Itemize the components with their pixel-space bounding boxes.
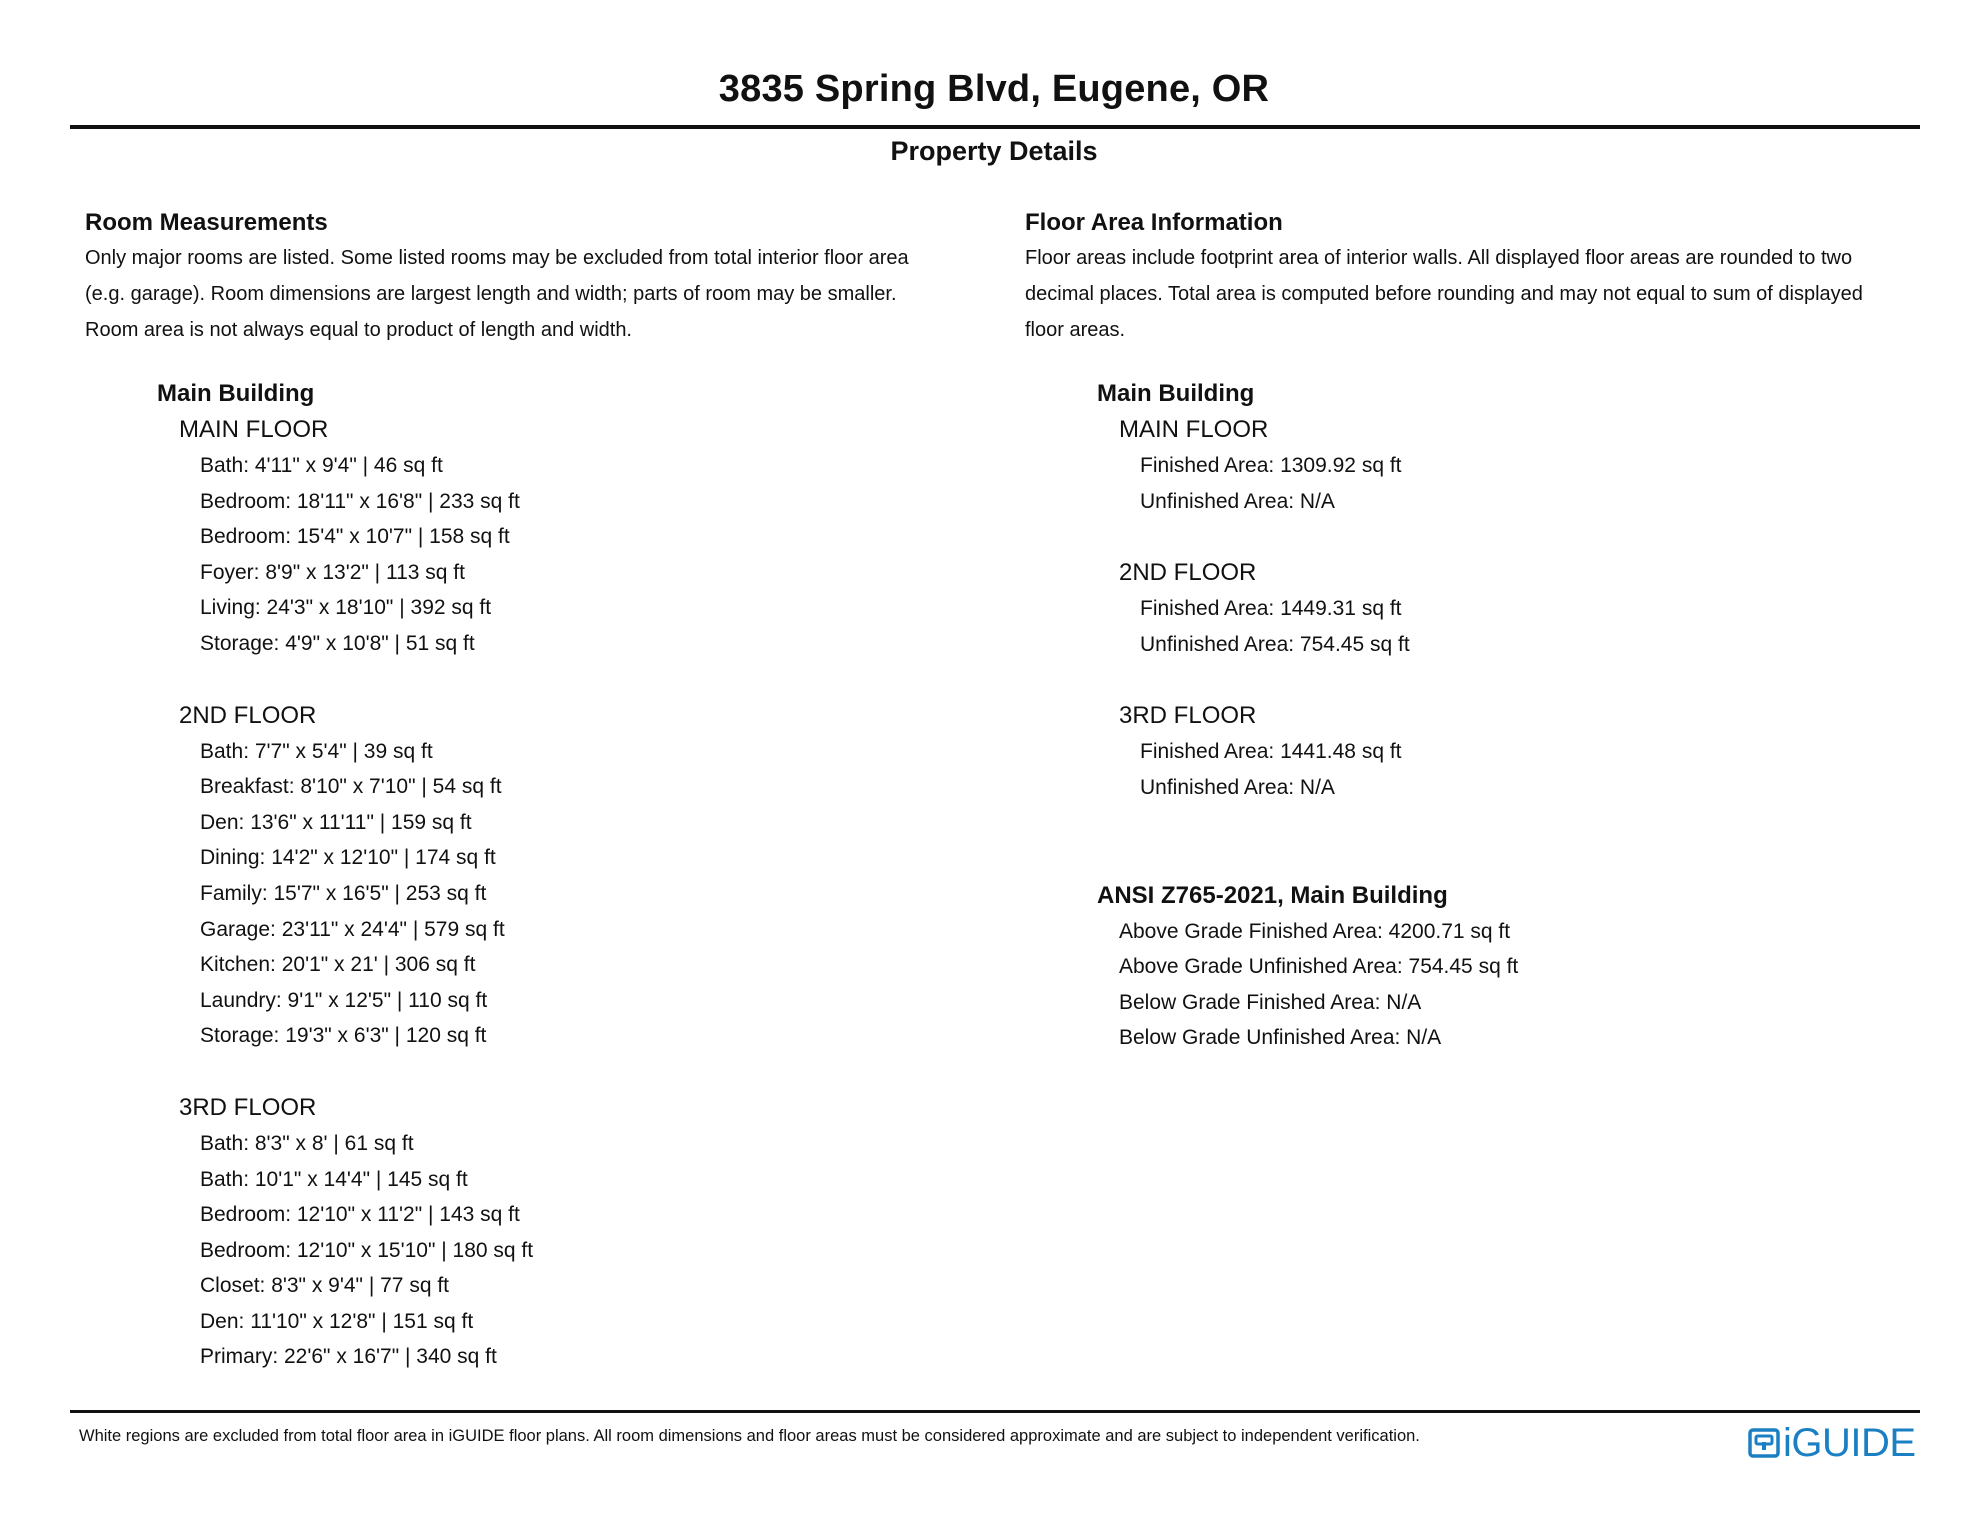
footer-disclaimer: White regions are excluded from total floor area in iGUIDE floor plans. All room dimensions and floor areas must be considered approximate and are subject to independent verification.	[79, 1427, 1420, 1445]
room-row: Storage: 19'3" x 6'3" | 120 sq ft	[200, 1024, 487, 1048]
area-row: Unfinished Area: 754.45 sq ft	[1140, 632, 1410, 656]
room-row: Foyer: 8'9" x 13'2" | 113 sq ft	[200, 560, 465, 584]
floor-area-group-main	[1119, 412, 1975, 519]
floor-name: 3RD FLOOR	[1119, 702, 1257, 730]
area-row: Finished Area: 1309.92 sq ft	[1140, 454, 1402, 477]
page-subtitle: Property Details	[890, 136, 1098, 166]
iguide-logo-icon	[1748, 1427, 1780, 1459]
room-row: Bedroom: 12'10" x 15'10" | 180 sq ft	[200, 1238, 534, 1262]
area-row: Finished Area: 1449.31 sq ft	[1140, 597, 1402, 621]
room-row: Primary: 22'6" x 16'7" | 340 sq ft	[200, 1345, 497, 1369]
room-row: Laundry: 9'1" x 12'5" | 110 sq ft	[200, 988, 488, 1012]
room-row: Family: 15'7" x 16'5" | 253 sq ft	[200, 881, 487, 905]
room-row: Kitchen: 20'1" x 21' | 306 sq ft	[200, 953, 476, 977]
floor-group-3rd	[179, 1090, 1035, 1375]
floor-area-group-2nd	[1119, 555, 1975, 662]
building-title: Main Building	[1097, 380, 1255, 407]
floor-name: MAIN FLOOR	[1119, 416, 1269, 443]
room-measurements-heading: Room Measurements	[85, 209, 328, 236]
area-row: Unfinished Area: N/A	[1140, 489, 1335, 513]
room-row: Dining: 14'2" x 12'10" | 174 sq ft	[200, 846, 496, 870]
floor-area-description-line: floor areas.	[1025, 319, 1126, 341]
room-row: Living: 24'3" x 18'10" | 392 sq ft	[200, 596, 492, 620]
room-row: Garage: 23'11" x 24'4" | 579 sq ft	[200, 917, 505, 941]
area-row: Finished Area: 1441.48 sq ft	[1140, 740, 1402, 764]
ansi-heading: ANSI Z765-2021, Main Building	[1097, 881, 1448, 909]
area-row: Unfinished Area: N/A	[1140, 775, 1335, 799]
header-divider	[70, 125, 1920, 129]
ansi-row: Below Grade Unfinished Area: N/A	[1119, 1026, 1442, 1050]
room-row: Bath: 8'3" x 8' | 61 sq ft	[200, 1131, 414, 1155]
floor-group-2nd	[179, 698, 1035, 1054]
floor-group-main	[179, 412, 1035, 662]
room-row: Den: 13'6" x 11'11" | 159 sq ft	[200, 810, 472, 834]
room-row: Den: 11'10" x 12'8" | 151 sq ft	[200, 1309, 474, 1333]
iguide-logo-text: iGUIDE	[1783, 1421, 1916, 1465]
floor-name: 2ND FLOOR	[1119, 559, 1257, 587]
room-measurements-description-line: Room area is not always equal to product of length and width.	[85, 319, 632, 341]
room-row: Bedroom: 12'10" x 11'2" | 143 sq ft	[200, 1203, 520, 1227]
floor-area-description-line: decimal places. Total area is computed before rounding and may not equal to sum of displayed	[1025, 283, 1863, 305]
floor-name: MAIN FLOOR	[179, 416, 329, 443]
ansi-row: Above Grade Unfinished Area: 754.45 sq ft	[1119, 955, 1519, 979]
room-row: Storage: 4'9" x 10'8" | 51 sq ft	[200, 631, 475, 655]
room-row: Bath: 7'7" x 5'4" | 39 sq ft	[200, 739, 433, 763]
room-row: Bath: 4'11" x 9'4" | 46 sq ft	[200, 454, 443, 477]
room-row: Bedroom: 18'11" x 16'8" | 233 sq ft	[200, 489, 520, 513]
room-measurements-description-line: (e.g. garage). Room dimensions are largest length and width; parts of room may be smaller.	[85, 283, 897, 305]
floor-area-group-3rd	[1119, 698, 1975, 805]
iguide-logo	[1748, 1420, 1916, 1466]
floor-name: 2ND FLOOR	[179, 701, 317, 729]
room-row: Breakfast: 8'10" x 7'10" | 54 sq ft	[200, 775, 502, 799]
building-title: Main Building	[157, 380, 315, 407]
room-measurements-building	[157, 376, 1035, 1375]
floor-area-description-line: Floor areas include footprint area of interior walls. All displayed floor areas are rounded to two	[1025, 247, 1853, 269]
page-title: 3835 Spring Blvd, Eugene, OR	[718, 68, 1270, 110]
room-row: Closet: 8'3" x 9'4" | 77 sq ft	[200, 1274, 450, 1298]
floor-name: 3RD FLOOR	[179, 1093, 317, 1121]
floor-area-heading: Floor Area Information	[1025, 209, 1283, 236]
room-row: Bedroom: 15'4" x 10'7" | 158 sq ft	[200, 525, 510, 549]
floor-area-section	[1025, 206, 1975, 1056]
room-measurements-description-line: Only major rooms are listed. Some listed rooms may be excluded from total interior floor area	[85, 247, 909, 269]
ansi-row: Above Grade Finished Area: 4200.71 sq ft	[1119, 919, 1511, 943]
floor-area-building	[1097, 376, 1975, 806]
room-row: Bath: 10'1" x 14'4" | 145 sq ft	[200, 1167, 468, 1191]
room-measurements-section	[85, 206, 1035, 1375]
ansi-summary	[1097, 878, 1975, 1056]
footer-divider	[70, 1410, 1920, 1413]
ansi-row: Below Grade Finished Area: N/A	[1119, 990, 1422, 1014]
